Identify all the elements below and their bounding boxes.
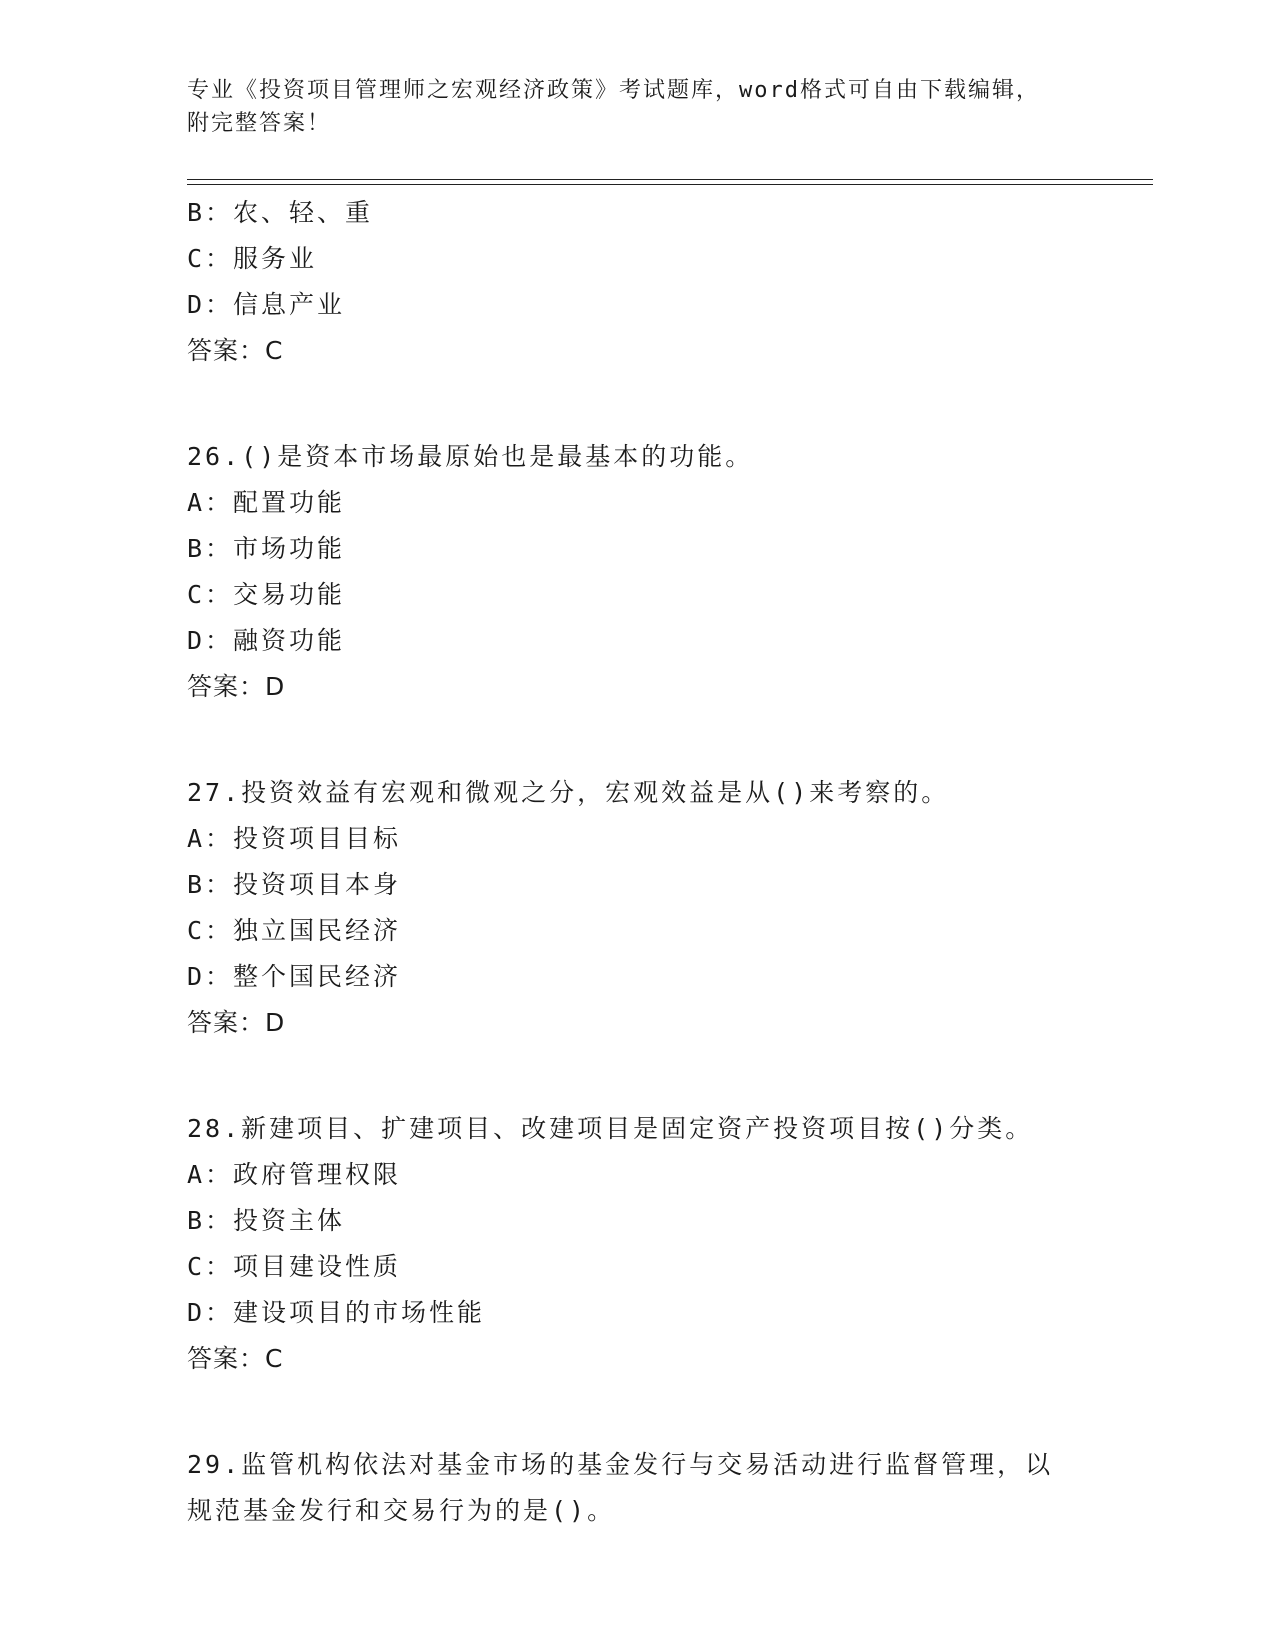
question-stem-line-2: 规范基金发行和交易行为的是()。 <box>187 1496 616 1525</box>
question-block-28 <box>187 1106 1107 1382</box>
option-a: A：配置功能 <box>187 488 346 517</box>
question-stem-line-1: 29.监管机构依法对基金市场的基金发行与交易活动进行监督管理，以 <box>187 1450 1054 1479</box>
spacer <box>187 1046 1107 1106</box>
header-divider-top <box>187 179 1153 180</box>
question-block-26 <box>187 434 1107 710</box>
answer-line: 答案：C <box>187 1344 284 1373</box>
option-a: A：投资项目目标 <box>187 824 402 853</box>
question-block-27 <box>187 770 1107 1046</box>
option-b: B：市场功能 <box>187 534 346 563</box>
spacer <box>187 1382 1107 1442</box>
header-line-1: 专业《投资项目管理师之宏观经济政策》考试题库，word格式可自由下载编辑， <box>187 78 1040 103</box>
question-stem: 26.()是资本市场最原始也是最基本的功能。 <box>187 442 754 471</box>
option-c: C：交易功能 <box>187 580 346 609</box>
answer-line: 答案：D <box>187 672 286 701</box>
option-d: D：整个国民经济 <box>187 962 402 991</box>
option-d: D：融资功能 <box>187 626 346 655</box>
question-block-29 <box>187 1442 1107 1534</box>
answer-line: 答案：C <box>187 336 284 365</box>
question-stem: 27.投资效益有宏观和微观之分，宏观效益是从()来考察的。 <box>187 778 950 807</box>
option-c: C：服务业 <box>187 244 318 273</box>
header-divider-bottom <box>187 184 1153 185</box>
question-list <box>187 190 1107 1534</box>
option-c: C：项目建设性质 <box>187 1252 402 1281</box>
spacer <box>187 710 1107 770</box>
option-d: D：信息产业 <box>187 290 346 319</box>
option-d: D：建设项目的市场性能 <box>187 1298 486 1327</box>
option-b: B：投资项目本身 <box>187 870 402 899</box>
question-stem: 28.新建项目、扩建项目、改建项目是固定资产投资项目按()分类。 <box>187 1114 1034 1143</box>
option-c: C：独立国民经济 <box>187 916 402 945</box>
answer-line: 答案：D <box>187 1008 286 1037</box>
question-block-25-continued <box>187 190 1107 374</box>
header-line-2: 附完整答案！ <box>187 111 332 136</box>
option-b: B：投资主体 <box>187 1206 346 1235</box>
document-header <box>187 74 1107 140</box>
option-a: A：政府管理权限 <box>187 1160 402 1189</box>
option-b: B：农、轻、重 <box>187 198 374 227</box>
spacer <box>187 374 1107 434</box>
